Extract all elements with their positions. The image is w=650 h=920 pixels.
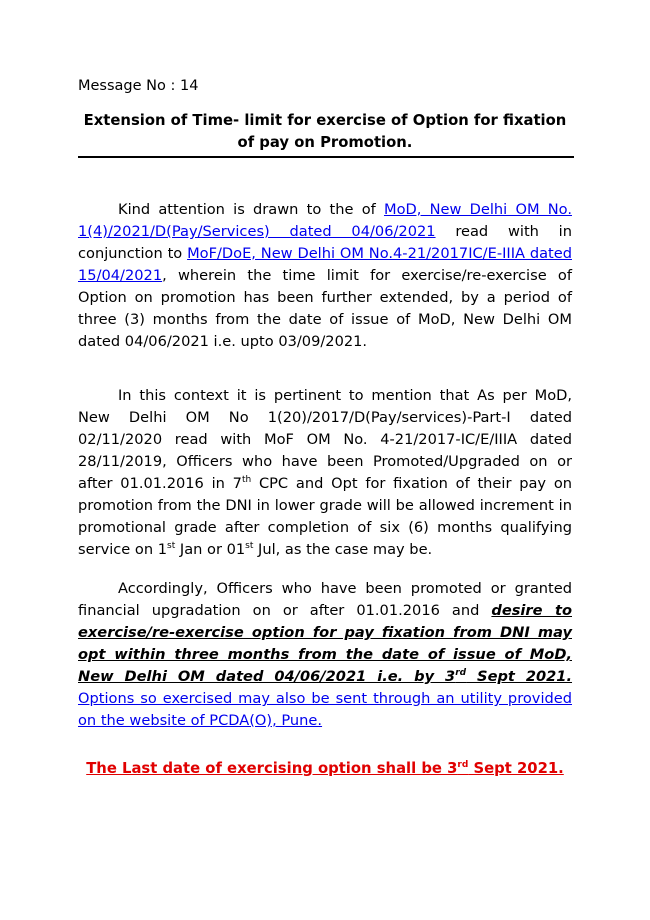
para2-text-2: CPC and Opt for fixation of their pay on promotion from the DNI in lower grade will be allowed increment in promotional grade after completion of six (6) months qualifying service on 1 <box>78 475 572 558</box>
superscript-st: st <box>245 541 254 552</box>
para3-text-1: Accordingly, Officers who have been promoted or granted financial upgradation on or after 01.01.2016 and <box>78 580 572 619</box>
document-title: Extension of Time- limit for exercise of Option for fixation of pay on Promotion. <box>83 112 567 151</box>
paragraph-kind-attention <box>78 199 572 353</box>
mod-om-link[interactable]: MoD, New Delhi OM No. 1(4)/2021/D(Pay/Services) dated 04/06/2021 <box>78 201 572 240</box>
last-date-text-1: The Last date of exercising option shall be 3 <box>86 760 458 777</box>
para2-text-3: Jan or 01 <box>175 541 246 558</box>
superscript-th: th <box>241 475 252 486</box>
message-number: Message No : 14 <box>78 78 199 94</box>
paragraph-context <box>78 385 572 561</box>
para1-text-1: Kind attention is drawn to the of <box>118 201 384 218</box>
title-underline-rule <box>78 156 574 158</box>
last-date-text-2: Sept 2021. <box>468 760 564 777</box>
emphasis-text-1: desire to exercise/re-exercise option for pay fixation from DNI may opt within three months from the date of issue of MoD, New Delhi OM dated 04/06/2021 i.e. by 3 <box>78 602 572 685</box>
para1-text-3: , wherein the time limit for exercise/re-exercise of Option on promotion has been further extended, by a period of three (3) months from the date of issue of MoD, New Delhi OM dated 04/06/2021 i.e. upto 03/09/2021. <box>78 267 572 350</box>
para1-text-2: read with in conjunction to <box>78 223 572 262</box>
pcda-utility-link[interactable]: Options so exercised may also be sent through an utility provided on the website of PCDA(O), Pune. <box>78 690 572 729</box>
para2-text-4: Jul, as the case may be. <box>253 541 433 558</box>
last-date-notice <box>0 760 650 777</box>
mof-doe-om-link[interactable]: MoF/DoE, New Delhi OM No.4-21/2017IC/E-IIIA dated 15/04/2021 <box>78 245 572 284</box>
superscript-rd: rd <box>457 760 469 771</box>
paragraph-accordingly <box>78 578 572 732</box>
superscript-st: st <box>167 541 176 552</box>
para2-text-1: In this context it is pertinent to mention that As per MoD, New Delhi OM No 1(20)/2017/D(Pay/services)-Part-I dated 02/11/2020 read with MoF OM No. 4-21/2017-IC/E/IIIA dated 28/11/2019, Officers who have been Promoted/Upgraded on or after 01.01.2016 in 7 <box>78 387 572 492</box>
emphasis-text-2: Sept 2021. <box>466 668 573 685</box>
superscript-rd: rd <box>455 668 467 679</box>
